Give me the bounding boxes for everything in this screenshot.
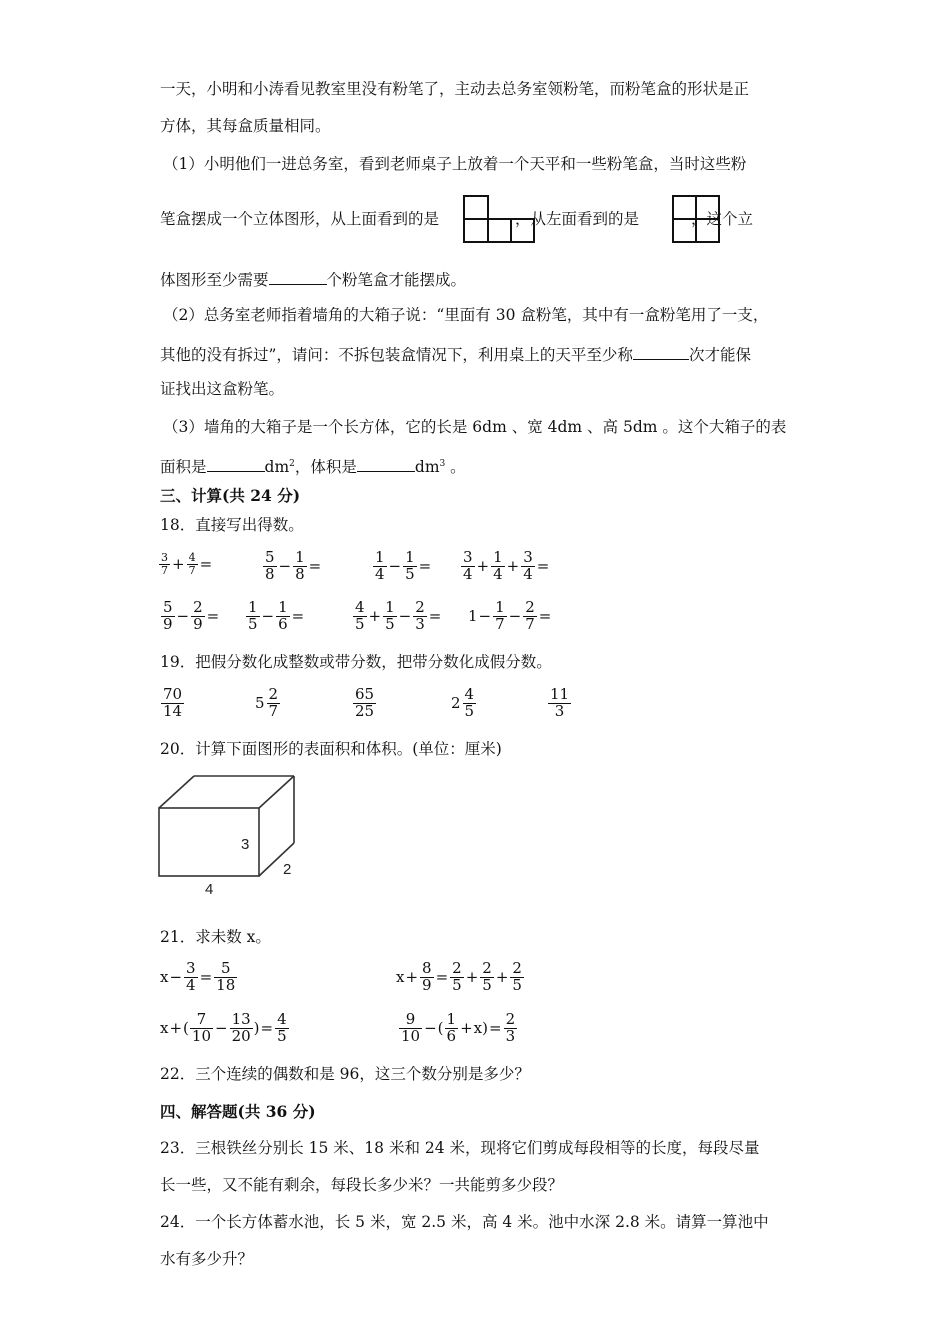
operator: + [476,557,490,576]
q19-item-4 [451,687,477,720]
section-3-title: 三、计算(共 24 分) [160,486,301,505]
operator: − [424,1019,437,1038]
fraction: $\frac{3}{4}$ [523,548,533,583]
unit-dm3: dm [414,458,440,476]
q17-1-text-b: ，从左面看到的是 [515,210,640,228]
q18-expr-3 [372,550,432,583]
fraction: 1 4 [375,548,385,583]
left-paren: ( [183,1019,189,1038]
equals-sign: = [538,607,552,626]
fraction: $\frac{1}{6}$ [278,598,288,633]
q17-1-text-c: ，这个立 [691,210,754,228]
answer-blank[interactable] [207,457,265,472]
q21-equation-1 [160,961,238,994]
operator: + [495,968,509,987]
fraction: $\frac{1}{8}$ [295,548,305,583]
equals-sign: = [435,968,449,987]
unit-dm2: dm [264,458,290,476]
fraction: $\frac{8}{9}$ [422,959,432,994]
q19-item-3 [352,687,377,720]
q23-line-2: 长一些，又不能有剩余，每段长多少米？一共能剪多少段？ [160,1176,564,1194]
operator: − [508,607,522,626]
variable-x: x [160,1019,169,1038]
left-view-grid-icon [671,194,721,244]
fraction: $\frac{1}{7}$ [495,598,505,633]
q19-item-5 [547,687,572,720]
q19-item-2 [255,687,281,720]
q18-expr-2 [262,550,322,583]
operator: + [506,557,520,576]
q22-title: 22．三个连续的偶数和是 96，这三个数分别是多少？ [160,1065,530,1083]
operator: − [278,557,292,576]
fraction: 3 7 [161,551,168,577]
operator: + [465,968,479,987]
q18-expr-4 [460,550,550,583]
equals-sign: = [308,557,322,576]
fraction: 2 7 [268,685,279,720]
fraction: $\frac{4}{7}$ [188,551,196,577]
q17-2-text-a: 其他的没有拆过”，请问：不拆包装盒情况下，利用桌上的天平至少称 [160,346,633,364]
fraction: $\frac{2}{7}$ [525,598,535,633]
q21-title: 21．求未数 x。 [160,928,271,946]
q17-1-line-3 [160,270,466,289]
variable-x: x [160,968,169,987]
operator: + [368,607,382,626]
equals-sign: = [488,1019,502,1038]
fraction: $\frac{2}{5}$ [512,959,522,994]
unit-sup-3: 3 [439,459,446,469]
cuboid-figure [156,773,306,899]
equals-sign: = [260,1019,274,1038]
fraction: 70 14 [163,685,183,720]
depth-label: 2 [283,861,292,878]
operator: − [261,607,275,626]
fraction: 5 8 [265,548,275,583]
q17-2-line-1: （2）总务室老师指着墙角的大箱子说：“里面有 30 盒粉笔，其中有一盒粉笔用了一支， [163,306,769,324]
top-view-grid-icon [462,194,536,244]
fraction: 3 4 [463,548,473,583]
q17-2-line-3: 证找出这盒粉笔。 [160,380,285,398]
equals-sign: = [418,557,432,576]
q18-expr-1 [158,552,213,576]
fraction: $\frac{13}{20}$ [231,1010,251,1045]
fraction: $\frac{2}{9}$ [193,598,203,633]
q19-title: 19．把假分数化成整数或带分数，把带分数化成假分数。 [160,653,552,671]
q17-2-line-2 [160,345,751,364]
left-paren: ( [437,1019,444,1038]
section-4-title: 四、解答题(共 36 分) [160,1102,316,1121]
q24-line-2: 水有多少升？ [160,1250,254,1268]
q17-2-text-b: 次才能保 [688,346,751,364]
fraction: $\frac{2}{3}$ [415,598,425,633]
answer-blank[interactable] [269,270,327,285]
operator: − [176,607,190,626]
operator: + [405,968,419,987]
height-label: 3 [241,836,250,853]
right-paren: ) [482,1019,488,1038]
fraction: $\frac{2}{5}$ [482,959,492,994]
q17-1-line-2 [160,212,753,228]
variable-x: x [396,968,405,987]
fraction: $\frac{2}{3}$ [505,1010,516,1045]
q17-1-text-e: 个粉笔盒才能摆成。 [326,271,467,289]
operator: − [398,607,412,626]
q21-equation-4 [398,1012,518,1045]
right-paren: ) [253,1019,260,1038]
fraction: $\frac{1}{4}$ [493,548,503,583]
equals-sign: = [536,557,550,576]
q17-3-line-1: （3）墙角的大箱子是一个长方体，它的长是 6dm 、宽 4dm 、高 5dm 。这个大箱子的表 [163,418,787,436]
operator: + [172,555,185,574]
operator: + [460,1019,473,1038]
equals-sign: = [199,555,213,574]
q17-3-text-a: 面积是 [160,458,207,476]
q17-3-text-c: 。 [445,458,466,476]
fraction: $\frac{3}{4}$ [186,959,196,994]
equals-sign: = [199,968,213,987]
whole-number: 1 [468,607,478,626]
fraction: $\frac{2}{5}$ [452,959,462,994]
operator: − [388,557,402,576]
operator: − [215,1019,228,1038]
q24-line-1: 24．一个长方体蓄水池，长 5 米，宽 2.5 米，高 4 米。池中水深 2.8 米。请算一算池中 [160,1213,769,1231]
q18-expr-5 [160,600,220,633]
q17-1-text-a: 笔盒摆成一个立体图形，从上面看到的是 [160,210,440,228]
q21-equation-2 [396,961,525,994]
fraction: 1 5 [248,598,258,633]
fraction: 5 9 [163,598,173,633]
equals-sign: = [428,607,442,626]
equals-sign: = [291,607,305,626]
q17-3-line-2 [160,457,466,476]
q19-item-1 [160,687,185,720]
operator: + [169,1019,183,1038]
fraction: 1 6 [446,1010,457,1045]
q23-line-1: 23．三根铁丝分别长 15 米、18 米和 24 米，现将它们剪成每段相等的长度，每段尽量 [160,1139,760,1157]
fraction: 4 5 [355,598,365,633]
intro-line-2: 方体，其每盒质量相同。 [160,117,331,135]
fraction: 11 3 [550,685,570,720]
answer-blank[interactable] [633,345,689,360]
intro-line-1: 一天，小明和小涛看见教室里没有粉笔了，主动去总务室领粉笔，而粉笔盒的形状是正 [160,80,750,98]
q21-equation-3 [160,1012,290,1045]
q20-title: 20．计算下面图形的表面积和体积。(单位：厘米) [160,740,502,758]
fraction: $\frac{4}{5}$ [277,1010,287,1045]
whole-number: 2 [451,694,461,713]
fraction: 7 10 [191,1010,211,1045]
whole-number: 5 [255,694,265,713]
operator: − [169,968,183,987]
fraction: 65 25 [355,685,375,720]
answer-blank[interactable] [357,457,415,472]
fraction: 4 5 [464,685,475,720]
q17-1-line-1: （1）小明他们一进总务室，看到老师桌子上放着一个天平和一些粉笔盒，当时这些粉 [163,155,747,173]
q18-expr-8 [468,600,552,633]
length-label: 4 [205,881,214,898]
fraction: $\frac{5}{18}$ [216,959,236,994]
fraction: $\frac{1}{5}$ [405,548,415,583]
variable-x: x [473,1019,483,1038]
q18-title: 18．直接写出得数。 [160,516,304,534]
unit-sup-2: 2 [289,459,295,469]
q17-3-text-b: ，体积是 [294,458,357,476]
fraction: $\frac{1}{5}$ [385,598,395,633]
q17-1-text-d: 体图形至少需要 [160,271,269,289]
equals-sign: = [206,607,220,626]
operator: − [478,607,492,626]
q18-expr-7 [352,600,442,633]
fraction: 9 10 [401,1010,421,1045]
q18-expr-6 [245,600,305,633]
